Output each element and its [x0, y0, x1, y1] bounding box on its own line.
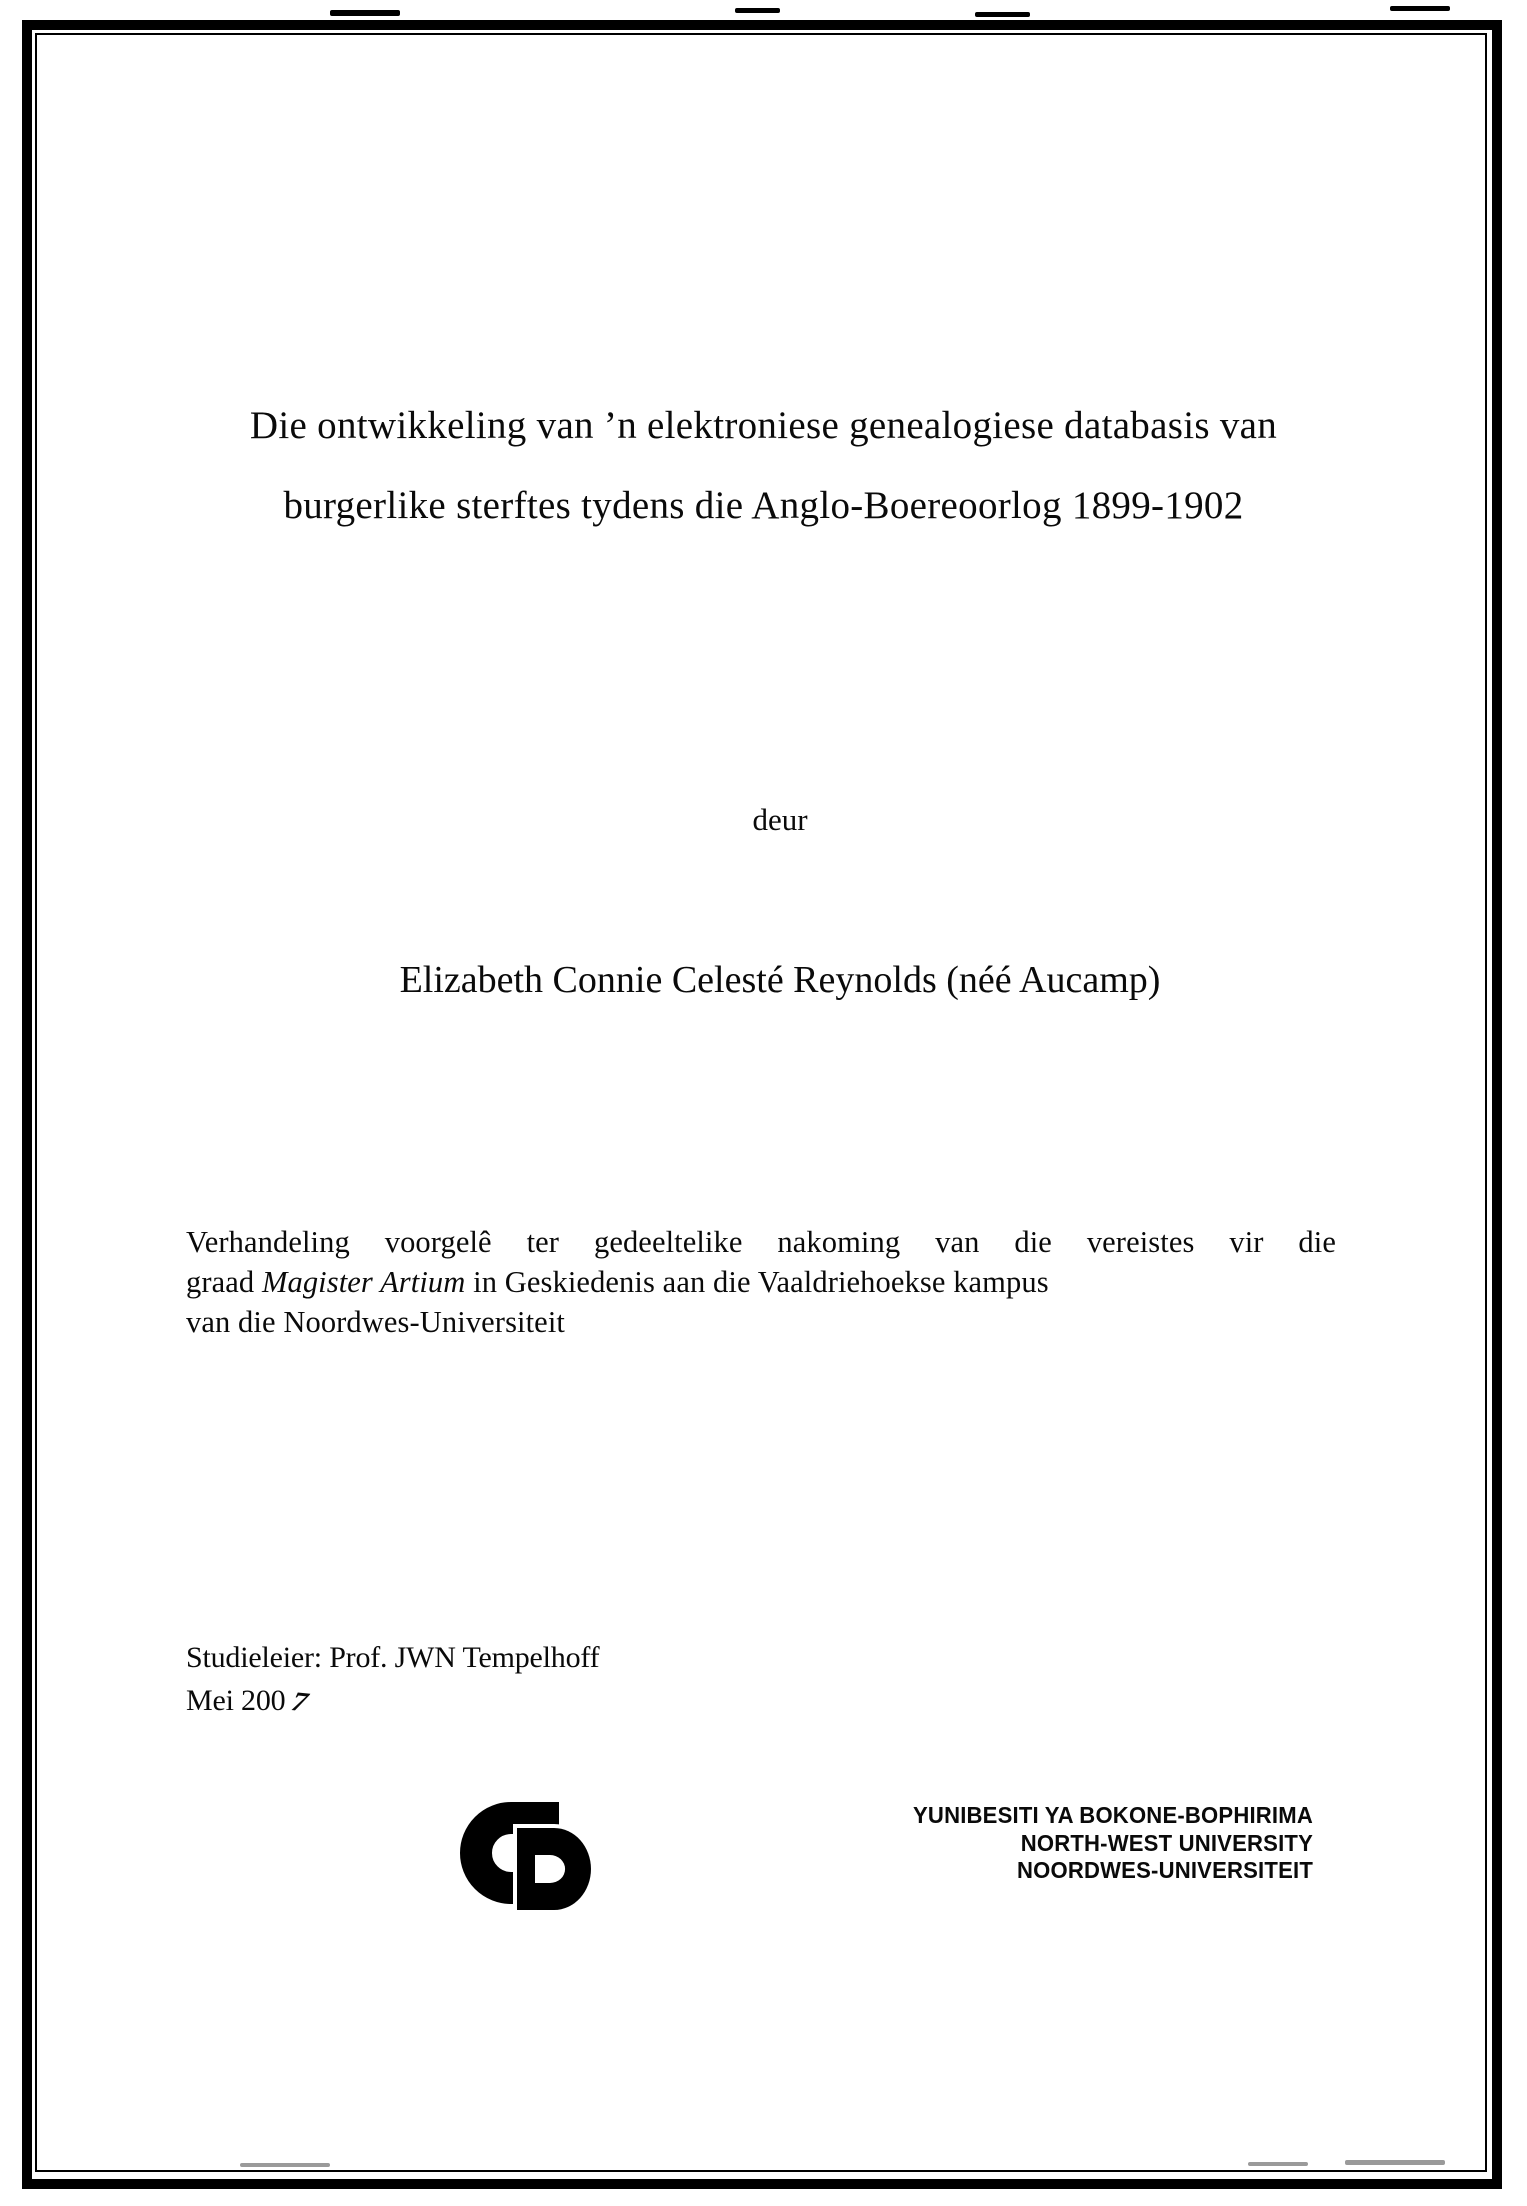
- scan-artifact: [1345, 2160, 1445, 2165]
- statement-line-1: Verhandeling voorgelê ter gedeeltelike nakoming van die vereistes vir die: [186, 1225, 1336, 1259]
- scan-artifact: [330, 10, 400, 16]
- scan-artifact: [735, 8, 780, 13]
- logo-text-setswana: YUNIBESITI YA BOKONE-BOPHIRIMA: [913, 1802, 1313, 1828]
- date-line: [186, 1679, 1086, 1722]
- university-logo: [457, 1798, 1313, 1938]
- byline-label: deur: [752, 802, 808, 837]
- supervisor-line: Studieleier: Prof. JWN Tempelhoff: [186, 1641, 600, 1674]
- scan-artifact: [240, 2163, 330, 2167]
- degree-name: Magister Artium: [261, 1265, 466, 1299]
- statement-line-2-prefix: graad: [186, 1265, 262, 1299]
- degree-statement: [186, 1222, 1336, 1342]
- scan-artifact: [1248, 2162, 1308, 2166]
- university-logo-text: [545, 1802, 1345, 1885]
- date-prefix: Mei 200: [186, 1684, 286, 1717]
- handwritten-seven: 7: [286, 1686, 314, 1718]
- author-name: Elizabeth Connie Celesté Reynolds (néé Aucamp): [399, 959, 1161, 1001]
- statement-line-3: van die Noordwes-Universiteit: [186, 1305, 565, 1339]
- title-line-2: burgerlike sterftes tydens die Anglo-Boereoorlog 1899-1902: [283, 484, 1244, 527]
- logo-text-afrikaans: NOORDWES-UNIVERSITEIT: [1017, 1857, 1313, 1883]
- scan-artifact: [1390, 6, 1450, 11]
- statement-line-2-suffix: in Geskiedenis aan die Vaaldriehoekse kampus: [465, 1265, 1049, 1299]
- scan-artifact: [975, 12, 1030, 17]
- statement-line-2: [186, 1262, 1336, 1302]
- thesis-title: [100, 386, 1427, 546]
- imprint-block: [186, 1636, 1086, 1722]
- title-line-1: Die ontwikkeling van ’n elektroniese genealogiese databasis van: [249, 404, 1278, 447]
- logo-text-english: NORTH-WEST UNIVERSITY: [1020, 1829, 1313, 1856]
